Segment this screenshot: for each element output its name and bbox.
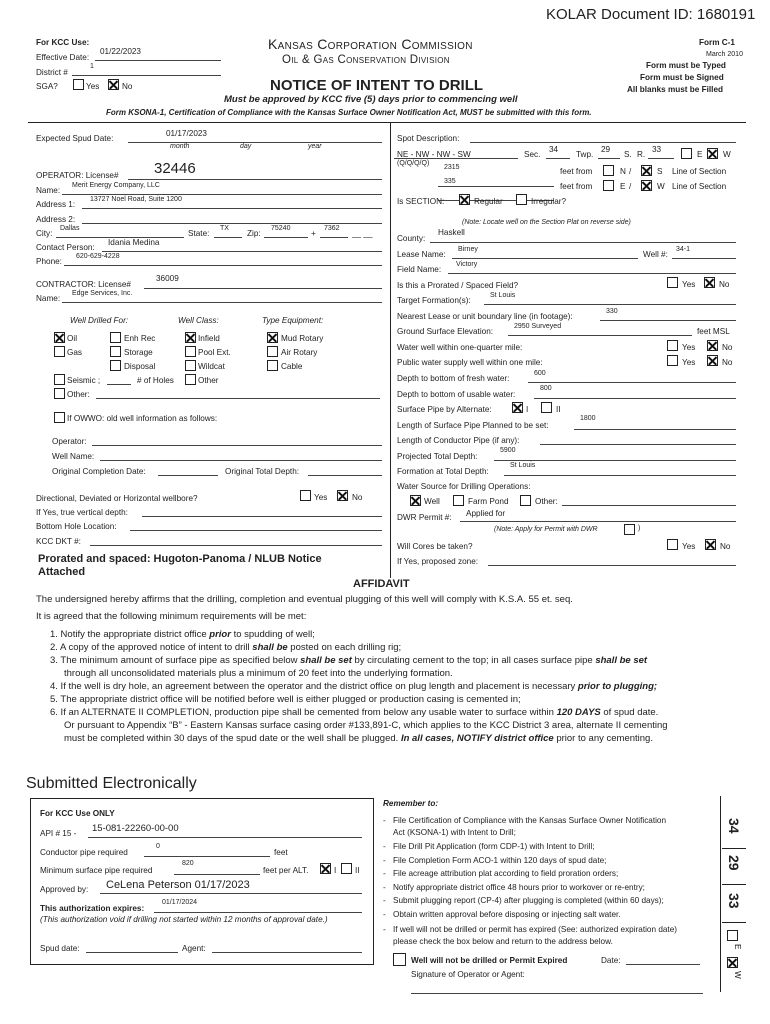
notice-title: NOTICE OF INTENT TO DRILL: [270, 77, 484, 94]
west-label: W: [723, 150, 731, 159]
farm-pond-checkbox[interactable]: [453, 495, 464, 506]
sga-no-label: No: [122, 82, 133, 91]
prorated-yes-checkbox[interactable]: [667, 277, 678, 288]
air-rotary-label: Air Rotary: [281, 348, 318, 357]
spot-q4: SW: [457, 150, 471, 159]
elevation-label: Ground Surface Elevation:: [397, 327, 494, 336]
regular-checkbox[interactable]: [459, 194, 470, 205]
drilled-for-heading: Well Drilled For:: [70, 316, 129, 325]
remember-1a: File Certification of Compliance with the Kansas Surface Owner Notification: [393, 816, 667, 825]
remember-8b: please check the box below and return to the address below.: [393, 937, 613, 946]
not-drilled-date-label: Date:: [601, 956, 621, 965]
directional-no-checkbox[interactable]: [337, 490, 348, 501]
contractor-name-value: Edge Services, Inc.: [72, 290, 133, 297]
infield-label: Infield: [198, 334, 220, 343]
spud-year-caption: year: [308, 143, 322, 150]
min-surface-label: Minimum surface pipe required: [40, 866, 153, 875]
mud-rotary-label: Mud Rotary: [281, 334, 324, 343]
bottom-hole-label: Bottom Hole Location:: [36, 522, 117, 531]
sga-yes-label: Yes: [86, 82, 100, 91]
city-label: City:: [36, 229, 53, 238]
conductor-feet: feet: [274, 848, 288, 857]
kcc-dkt-label: KCC DKT #:: [36, 537, 81, 546]
enh-rec-label: Enh Rec: [124, 334, 156, 343]
well-number-label: Well #:: [643, 250, 668, 259]
side-west-checkbox[interactable]: [727, 957, 738, 968]
kcc-only-title: For KCC Use ONLY: [40, 809, 115, 818]
approval-note: Must be approved by KCC five (5) days prior to commencing well: [224, 94, 518, 105]
type-equipment-heading: Type Equipment:: [262, 316, 324, 325]
dwr-permit-value: Applied for: [466, 509, 506, 518]
infield-checkbox[interactable]: [185, 332, 196, 343]
affidavit-text-2: It is agreed that the following minimum requirements will be met:: [36, 611, 307, 622]
submitted-electronically: Submitted Electronically: [26, 775, 197, 792]
approved-by-value: CeLena Peterson 01/17/2023: [106, 879, 250, 891]
county-label: County:: [397, 234, 426, 243]
spot-q1: NE: [397, 150, 409, 159]
oil-label: Oil: [67, 334, 78, 343]
cable-label: Cable: [281, 362, 303, 371]
nearest-label: Nearest Lease or unit boundary line (in footage):: [397, 312, 573, 321]
field-value: Victory: [456, 261, 478, 268]
qqqq-caption: (Q/Q/Q/Q): [397, 160, 430, 167]
cores-no-checkbox[interactable]: [705, 539, 716, 550]
enh-rec-checkbox[interactable]: [110, 332, 121, 343]
gas-label: Gas: [67, 348, 83, 357]
phone-label: Phone:: [36, 257, 62, 266]
owwo-checkbox[interactable]: [54, 412, 65, 423]
state-value: TX: [220, 225, 229, 232]
pool-ext-label: Pool Ext.: [198, 348, 231, 357]
water-well-label: Well: [424, 497, 440, 506]
requirement-1: 1. Notify the appropriate district office prior to spudding of well;: [50, 629, 315, 640]
alternate-label: Surface Pipe by Alternate:: [397, 405, 492, 414]
pool-ext-checkbox[interactable]: [185, 346, 196, 357]
feet-per-alt: feet per ALT.: [263, 866, 309, 875]
usable-water-label: Depth to bottom of usable water:: [397, 390, 516, 399]
footage2-value: 335: [444, 178, 456, 185]
storage-checkbox[interactable]: [110, 346, 121, 357]
water-quarter-yes-label: Yes: [682, 343, 696, 352]
remember-2: File Drill Pit Application (form CDP-1) with Intent to Drill;: [393, 842, 595, 851]
mud-rotary-checkbox[interactable]: [267, 332, 278, 343]
wildcat-checkbox[interactable]: [185, 360, 196, 371]
east-checkbox[interactable]: [681, 148, 692, 159]
requirement-6c: must be completed within 30 days of the spud date or the well shall be plugged. In all cases, NOTIFY district office prior to any cementing.: [64, 733, 653, 744]
blanks-note: All blanks must be Filled: [627, 85, 723, 94]
agency-title: Kansas Corporation Commission: [268, 36, 473, 52]
affidavit-title: AFFIDAVIT: [353, 578, 410, 590]
disposal-label: Disposal: [124, 362, 156, 371]
operator-name-label: Name:: [36, 186, 61, 195]
side-range: 33: [726, 893, 742, 909]
owwo-well-name-label: Well Name:: [52, 452, 95, 461]
formation-depth-label: Formation at Total Depth:: [397, 467, 489, 476]
side-twp: 29: [726, 855, 742, 871]
s-label: S.: [624, 150, 632, 159]
remember-6: Submit plugging report (CP-4) after plugging is completed (within 60 days);: [393, 896, 664, 905]
twp-label: Twp.: [576, 150, 594, 159]
west-checkbox[interactable]: [707, 148, 718, 159]
west2-label: W: [657, 182, 665, 191]
wildcat-label: Wildcat: [198, 362, 225, 371]
zip-value: 75240: [271, 225, 291, 232]
irregular-checkbox[interactable]: [516, 194, 527, 205]
alt-i-label: I: [526, 405, 529, 414]
proposed-zone-label: If Yes, proposed zone:: [397, 557, 479, 566]
requirement-5: 5. The appropriate district office will be notified before well is either plugged or production casing is cemented in;: [50, 694, 521, 705]
gas-checkbox[interactable]: [54, 346, 65, 357]
prorated-question: Is this a Prorated / Spaced Field?: [397, 281, 519, 290]
formation-depth-value: St Louis: [510, 462, 536, 469]
conductor-label: Length of Conductor Pipe (if any):: [397, 436, 520, 445]
east2-checkbox[interactable]: [603, 180, 614, 191]
contractor-license-label: CONTRACTOR: License#: [36, 280, 131, 289]
oil-checkbox[interactable]: [54, 332, 65, 343]
remember-7: Obtain written approval before disposing or injecting salt water.: [393, 910, 621, 919]
seismic-checkbox[interactable]: [54, 374, 65, 385]
void-note: (This authorization void if drilling not started within 12 months of approval date.): [40, 915, 328, 924]
fresh-water-value: 600: [534, 370, 546, 377]
for-kcc-label: For KCC Use:: [36, 38, 90, 47]
seismic-label: Seismic ;: [67, 376, 101, 385]
south-checkbox[interactable]: [641, 165, 652, 176]
feet-from-label-2: feet from: [560, 182, 593, 191]
irregular-label: Irregular?: [531, 197, 567, 206]
dwr-checkbox[interactable]: [624, 524, 635, 535]
footage1-value: 2315: [444, 164, 460, 171]
approved-by-label: Approved by:: [40, 885, 89, 894]
dwr-permit-label: DWR Permit #:: [397, 513, 452, 522]
sec-label: Sec.: [524, 150, 541, 159]
lease-value: Birney: [458, 246, 478, 253]
west2-checkbox[interactable]: [641, 180, 652, 191]
prorated-notice: Prorated and spaced: Hugoton-Panoma / NLUB Notice Attached: [38, 553, 322, 578]
projected-depth-label: Projected Total Depth:: [397, 452, 478, 461]
water-quarter-yes-checkbox[interactable]: [667, 340, 678, 351]
owwo-operator-label: Operator:: [52, 437, 87, 446]
alt-ii-label: II: [556, 405, 561, 414]
plat-note: (Note: Locate well on the Section Plat on reverse side): [462, 219, 631, 226]
form-number: Form C-1: [699, 38, 735, 47]
effective-date-value: 01/22/2023: [100, 47, 141, 56]
prorated-yes-label: Yes: [682, 280, 696, 289]
requirement-6: 6. If an ALTERNATE II COMPLETION, production pipe shall be cemented from below any usable water to surface within 120 DAYS of spud date.: [50, 707, 659, 718]
r-value: 33: [652, 145, 662, 154]
line-of-section-1: Line of Section: [672, 167, 727, 176]
api-label: API # 15 -: [40, 829, 77, 838]
operator-license-value: 32446: [154, 160, 196, 177]
remember-4: File acreage attribution plat according to field proration orders;: [393, 869, 619, 878]
well-number-value: 34-1: [676, 246, 691, 253]
address1-value: 13727 Noel Road, Suite 1200: [90, 196, 182, 203]
requirement-2: 2. A copy of the approved notice of intent to drill shall be posted on each drilling rig;: [50, 642, 402, 653]
spot-label: Spot Description:: [397, 134, 460, 143]
side-east-label: E: [733, 944, 742, 950]
api-value: 15-081-22260-00-00: [92, 823, 179, 834]
other-class-label: Other: [198, 376, 219, 385]
division-title: Oil & Gas Conservation Division: [282, 54, 450, 66]
farm-pond-label: Farm Pond: [468, 497, 509, 506]
side-east-checkbox[interactable]: [727, 930, 738, 941]
line-of-section-2: Line of Section: [672, 182, 727, 191]
surface-pipe-value: 1800: [580, 415, 596, 422]
regular-label: Regular: [474, 197, 503, 206]
form-date: March 2010: [706, 51, 743, 58]
orig-depth-label: Original Total Depth:: [225, 467, 300, 476]
requirement-4: 4. If the well is dry hole, an agreement between the operator and the district office on plug length and placement is necessary prior to plugging;: [50, 681, 658, 692]
operator-name-value: Merit Energy Company, LLC: [72, 182, 160, 189]
remember-8a: If well will not be drilled or permit has expired (See: authorized expiration date): [393, 925, 677, 934]
surface-pipe-label: Length of Surface Pipe Planned to be set:: [397, 421, 549, 430]
county-value: Haskell: [438, 228, 465, 237]
sec-value: 34: [549, 145, 559, 154]
spud-value: 01/17/2023: [166, 129, 207, 138]
lease-label: Lease Name:: [397, 250, 446, 259]
water-source-label: Water Source for Drilling Operations:: [397, 482, 531, 491]
south-label: S: [657, 167, 663, 176]
cores-yes-label: Yes: [682, 542, 696, 551]
alt-ii-checkbox[interactable]: [541, 402, 552, 413]
east2-label: E: [620, 182, 626, 191]
contractor-name-label: Name:: [36, 294, 61, 303]
feet-msl: feet MSL: [697, 327, 730, 336]
prorated-no-label: No: [719, 280, 730, 289]
cores-yes-checkbox[interactable]: [667, 539, 678, 550]
kcc-alt-ii-checkbox[interactable]: [341, 863, 352, 874]
ksona-note: Form KSONA-1, Certification of Compliance with the Kansas Surface Owner Notification Act, MUST be submitted with this form.: [106, 108, 592, 117]
kcc-alt-ii-label: II: [355, 866, 360, 875]
spud-label: Expected Spud Date:: [36, 134, 114, 143]
fresh-water-label: Depth to bottom of fresh water:: [397, 374, 510, 383]
contractor-license-value: 36009: [156, 274, 179, 283]
spot-q2: NW: [415, 150, 430, 159]
not-drilled-checkbox[interactable]: [393, 953, 406, 966]
signed-note: Form must be Signed: [640, 73, 724, 82]
contact-value: Idania Medina: [108, 238, 160, 247]
water-other-checkbox[interactable]: [520, 495, 531, 506]
conductor-required-value: 0: [156, 843, 160, 850]
zip4-value: 7362: [324, 225, 340, 232]
north-checkbox[interactable]: [603, 165, 614, 176]
water-quarter-no-label: No: [722, 343, 733, 352]
expires-value: 01/17/2024: [162, 899, 198, 906]
target-value: St Louis: [490, 292, 516, 299]
document-id: KOLAR Document ID: 1680191: [546, 6, 756, 23]
air-rotary-checkbox[interactable]: [267, 346, 278, 357]
field-label: Field Name:: [397, 265, 442, 274]
directional-label: Directional, Deviated or Horizontal wellbore?: [36, 494, 198, 503]
water-other-label: Other:: [535, 497, 558, 506]
affidavit-text-1: The undersigned hereby affirms that the drilling, completion and eventual plugging of this well will comply with K.S.A. 55 et. seq.: [36, 594, 573, 605]
prorated-no-checkbox[interactable]: [704, 277, 715, 288]
sga-label: SGA?: [36, 82, 58, 91]
agent-label: Agent:: [182, 944, 206, 953]
city-value: Dallas: [60, 225, 80, 232]
spud-month-caption: month: [170, 143, 190, 150]
side-west-label: W: [733, 971, 742, 979]
remember-1b: Act (KSONA-1) with Intent to Drill;: [393, 828, 516, 837]
zip-label: Zip:: [247, 229, 261, 238]
holes-label: # of Holes: [137, 376, 174, 385]
target-label: Target Formation(s):: [397, 296, 471, 305]
nearest-value: 330: [606, 308, 618, 315]
directional-yes-checkbox[interactable]: [300, 490, 311, 501]
requirement-3: 3. The minimum amount of surface pipe as specified below shall be set by circulating cement to the top; in all cases surface pipe shall be set: [50, 655, 648, 666]
usable-water-value: 800: [540, 385, 552, 392]
public-water-no-checkbox[interactable]: [707, 355, 718, 366]
disposal-checkbox[interactable]: [110, 360, 121, 371]
side-sec: 34: [726, 818, 742, 834]
cable-checkbox[interactable]: [267, 360, 278, 371]
remember-title: Remember to:: [383, 799, 439, 808]
phone-value: 620-629-4228: [76, 253, 120, 260]
directional-no-label: No: [352, 493, 363, 502]
east-label: E: [697, 150, 703, 159]
expires-label: This authorization expires:: [40, 904, 145, 913]
requirement-6b: Or pursuant to Appendix “B” - Eastern Kansas surface casing order #133,891-C, which applies to the KCC District 3 area, alternate II cementing: [64, 720, 668, 731]
spot-q3: NW: [436, 150, 451, 159]
other-class-checkbox[interactable]: [185, 374, 196, 385]
water-well-checkbox[interactable]: [410, 495, 421, 506]
r-label: R.: [637, 150, 646, 159]
contact-label: Contact Person:: [36, 243, 95, 252]
state-label: State:: [188, 229, 210, 238]
water-quarter-no-checkbox[interactable]: [707, 340, 718, 351]
signature-label: Signature of Operator or Agent:: [411, 970, 525, 979]
remember-5: Notify appropriate district office 48 hours prior to workover or re-entry;: [393, 883, 645, 892]
not-drilled-label: Well will not be drilled or Permit Expired: [411, 956, 568, 965]
conductor-required-label: Conductor pipe required: [40, 848, 128, 857]
requirement-3b: through all unconsolidated materials plus a minimum of 20 feet into the underlying formation.: [64, 668, 453, 679]
cores-label: Will Cores be taken?: [397, 542, 473, 551]
spud-date-label: Spud date:: [40, 944, 80, 953]
sga-yes-checkbox[interactable]: [73, 79, 84, 90]
directional-yes-label: Yes: [314, 493, 328, 502]
twp-value: 29: [601, 145, 611, 154]
typed-note: Form must be Typed: [646, 61, 726, 70]
north-label: N: [620, 167, 626, 176]
cores-no-label: No: [720, 542, 731, 551]
water-quarter-label: Water well within one-quarter mile:: [397, 343, 523, 352]
well-class-heading: Well Class:: [178, 316, 219, 325]
effective-date-label: Effective Date:: [36, 53, 90, 62]
district-label: District #: [36, 68, 68, 77]
other-label: Other:: [67, 390, 90, 399]
storage-label: Storage: [124, 348, 153, 357]
min-surface-value: 820: [182, 860, 194, 867]
address2-label: Address 2:: [36, 215, 76, 224]
address1-label: Address 1:: [36, 200, 76, 209]
true-vertical-label: If Yes, true vertical depth:: [36, 508, 128, 517]
other-checkbox[interactable]: [54, 388, 65, 399]
projected-depth-value: 5900: [500, 447, 516, 454]
elevation-value: 2950 Surveyed: [514, 323, 562, 330]
sga-no-checkbox[interactable]: [108, 79, 119, 90]
dwr-note: (Note: Apply for Permit with DWR: [494, 526, 598, 533]
public-water-label: Public water supply well within one mile:: [397, 358, 543, 367]
orig-completion-label: Original Completion Date:: [52, 467, 146, 476]
spud-day-caption: day: [240, 143, 252, 150]
public-water-yes-label: Yes: [682, 358, 696, 367]
kcc-alt-i-checkbox[interactable]: [320, 863, 331, 874]
public-water-yes-checkbox[interactable]: [667, 355, 678, 366]
kcc-alt-i-label: I: [334, 866, 337, 875]
alt-i-checkbox[interactable]: [512, 402, 523, 413]
district-value: 1: [90, 63, 94, 70]
owwo-label: If OWWO: old well information as follows:: [67, 414, 218, 423]
operator-license-label: OPERATOR: License#: [36, 171, 119, 180]
feet-from-label-1: feet from: [560, 167, 593, 176]
public-water-no-label: No: [722, 358, 733, 367]
is-section-label: Is SECTION:: [397, 197, 445, 206]
remember-3: File Completion Form ACO-1 within 120 days of spud date;: [393, 856, 607, 865]
